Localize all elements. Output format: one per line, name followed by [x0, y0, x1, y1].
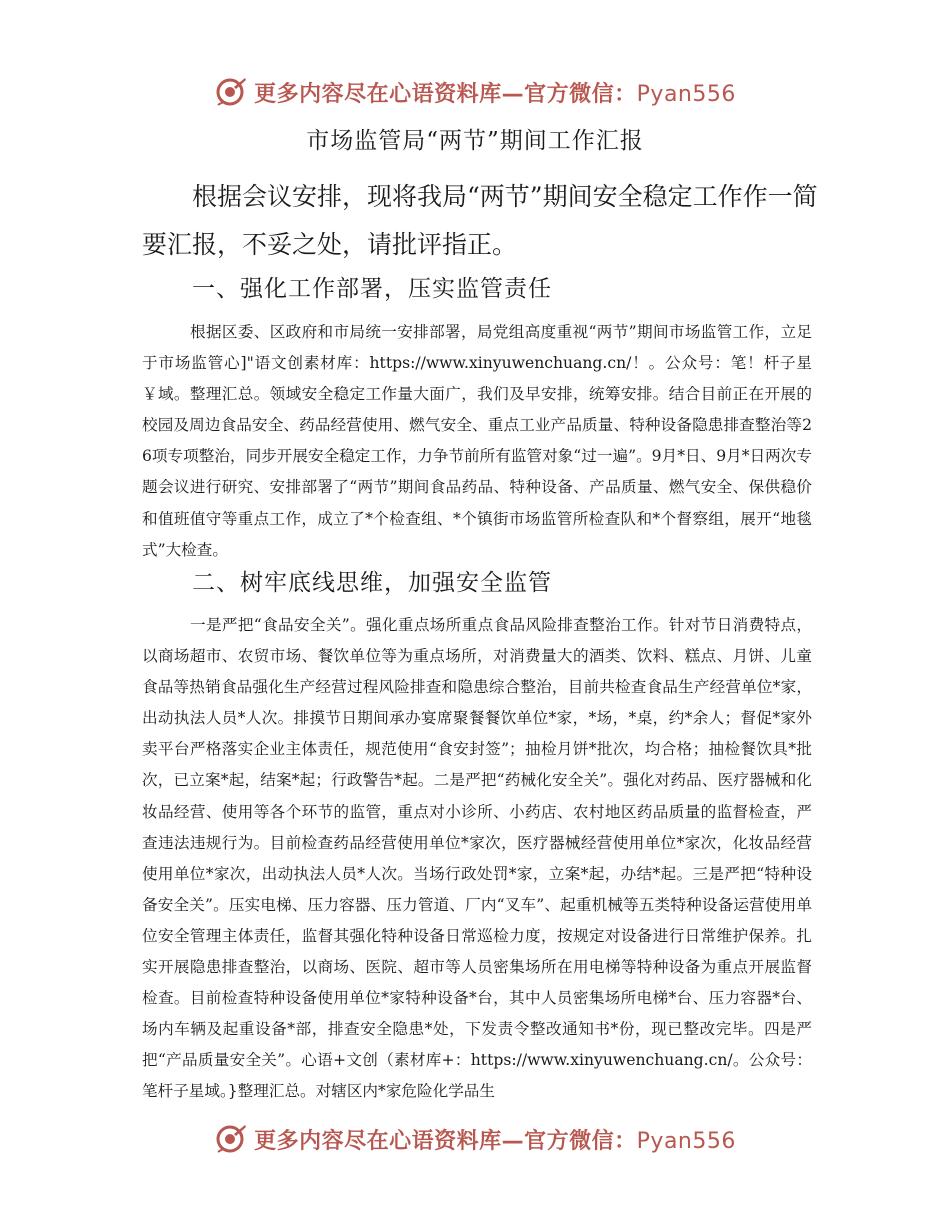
intro-paragraph: 根据会议安排，现将我局“两节”期间安全稳定工作作一简要汇报，不妥之处，请批评指正。: [142, 182, 818, 259]
banner-text: 更多内容尽在心语资料库—官方微信：Pyan556: [254, 81, 736, 107]
footer-banner: [0, 1119, 950, 1159]
section-heading-1: 一、强化工作部署，压实监管责任: [192, 276, 552, 302]
document-title: 市场监管局“两节”期间工作汇报: [306, 128, 644, 154]
section-body-1: 根据区委、区政府和市局统一安排部署，局党组高度重视“两节”期间市场监管工作，立足于市场监管心]"语文创素材库：https://www.xinyuwenchuang.cn/！。公众号：笔！杆子星￥域。整理汇总。领域安全稳定工作量大面广，我们及早安排，统筹安排。结合目前正在开展的校园及周边食品安全、药品经营使用、燃气安全、重点工业产品质量、特种设备隐患排查整治等26项专项整治，同步开展安全稳定工作，力争节前所有监管对象“过一遍”。9月*日、9月*日两次专题会议进行研究、安排部署了“两节”期间食品药品、特种设备、产品质量、燃气安全、保供稳价和值班值守等重点工作，成立了*个检查组、*个镇街市场监管所检查队和*个督察组，展开“地毯式”大检查。: [142, 323, 812, 559]
section-heading-2: 二、树牢底线思维，加强安全监管: [192, 570, 552, 596]
header-banner: [0, 72, 950, 112]
section-body-2: 一是严把“食品安全关”。强化重点场所重点食品风险排查整治工作。针对节日消费特点，以商场超市、农贸市场、餐饮单位等为重点场所，对消费量大的酒类、饮料、糕点、月饼、儿童食品等热销食品强化生产经营过程风险排查和隐患综合整治，目前共检查食品生产经营单位*家，出动执法人员*人次。排摸节日期间承办宴席聚餐餐饮单位*家，*场，*桌，约*余人；督促*家外卖平台严格落实企业主体责任，规范使用“食安封签”；抽检月饼*批次，均合格；抽检餐饮具*批次，已立案*起，结案*起；行政警告*起。二是严把“药械化安全关”。强化对药品、医疗器械和化妆品经营、使用等各个环节的监管，重点对小诊所、小药店、农村地区药品质量的监督检查，严查违法违规行为。目前检查药品经营使用单位*家次，医疗器械经营使用单位*家次，化妆品经营使用单位*家次，出动执法人员*人次。当场行政处罚*家，立案*起，办结*起。三是严把“特种设备安全关”。压实电梯、压力容器、压力管道、厂内“叉车”、起重机械等五类特种设备运营使用单位安全管理主体责任，监督其强化特种设备日常巡检力度，按规定对设备进行日常维护保养。扎实开展隐患排查整治，以商场、医院、超市等人员密集场所在用电梯等特种设备为重点开展监督检查。目前检查特种设备使用单位*家特种设备*台，其中人员密集场所电梯*台、压力容器*台、场内车辆及起重设备*部，排查安全隐患*处，下发责令整改通知书*份，现已整改完毕。四是严把“产品质量安全关”。心语+文创（素材库+：https://www.xinyuwenchuang.cn/。公众号：笔杆子星域。}整理汇总。对辖区内*家危险化学品生: [142, 616, 812, 1101]
banner-text: 更多内容尽在心语资料库—官方微信：Pyan556: [254, 1128, 736, 1154]
brush-circle-logo-icon: [214, 75, 248, 109]
brush-circle-logo-icon: [214, 1122, 248, 1156]
